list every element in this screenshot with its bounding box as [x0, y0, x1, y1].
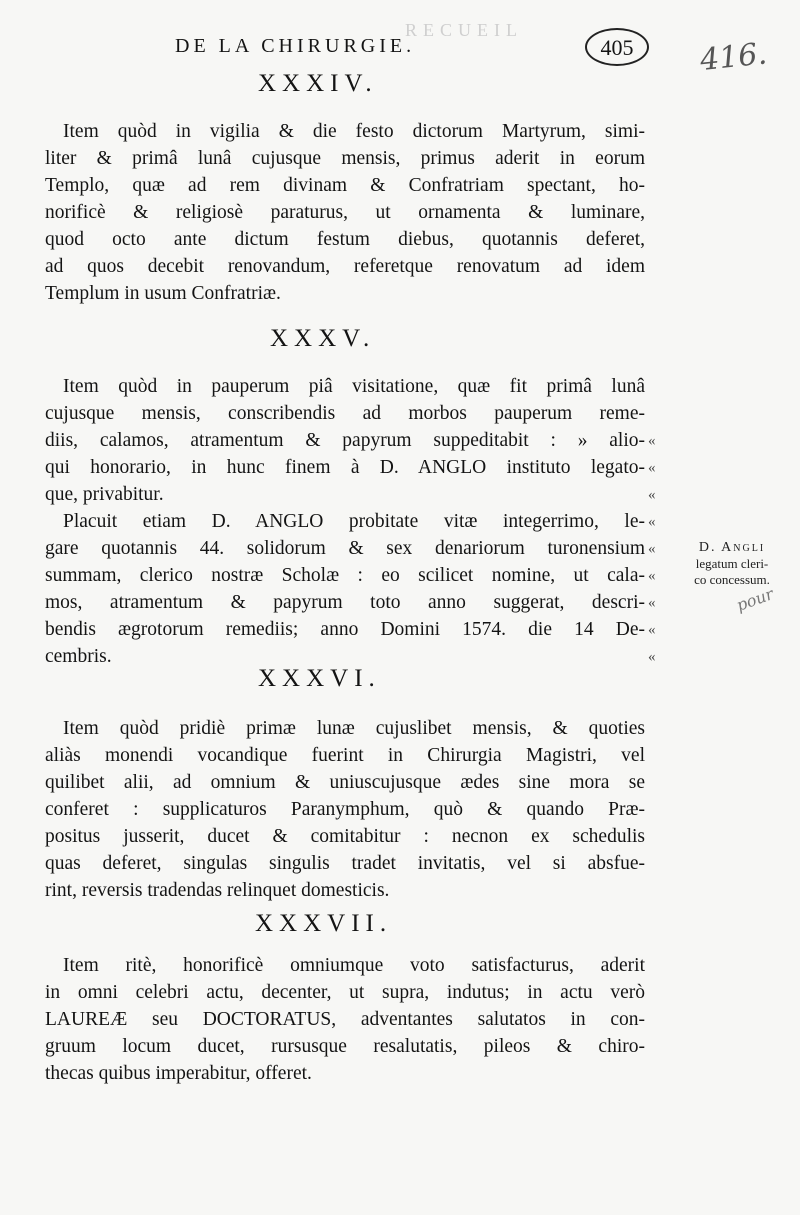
handwritten-margin-scribble: pour: [733, 584, 776, 615]
text-line: quod octo ante dictum festum diebus, quotannis deferet,: [45, 229, 645, 250]
text-line: diis, calamos, atramentum & papyrum suppeditabit : » alio-: [45, 430, 645, 451]
text-line: qui honorario, in hunc finem à D. ANGLO instituto legato-: [45, 457, 645, 478]
text-line: gruum locum ducet, rursusque resalutatis, pileos & chiro-: [45, 1036, 645, 1057]
text-line: cembris.: [45, 646, 112, 667]
text-line: Item quòd pridiè primæ lunæ cujuslibet mensis, & quoties: [63, 718, 645, 739]
margin-note-head: D. Angli: [698, 540, 766, 555]
paragraph-36: [45, 715, 645, 904]
text-line: ad quos decebit renovandum, referetque renovatum ad idem: [45, 256, 645, 277]
text-line: Item quòd in pauperum piâ visitatione, quæ fit primâ lunâ: [63, 376, 645, 397]
text-line: quas deferet, singulas singulis tradet invitatis, vel si absfue-: [45, 853, 645, 874]
section-title-35: XXXV.: [270, 325, 376, 352]
text-line: cujusque mensis, conscribendis ad morbos pauperum reme-: [45, 403, 645, 424]
text-line: quilibet alii, ad omnium & uniuscujusque ædes sine mora se: [45, 772, 645, 793]
text-line: mos, atramentum & papyrum toto anno suggerat, descri-: [45, 592, 645, 613]
paragraph-34: [45, 118, 645, 307]
handwritten-page-note: 416.: [698, 36, 769, 79]
text-line: que, privabitur.: [45, 484, 164, 505]
quote-mark: «: [648, 487, 656, 503]
text-line: rint, reversis tradendas relinquet domesticis.: [45, 880, 390, 901]
quote-mark: «: [648, 460, 656, 476]
text-line: Placuit etiam D. ANGLO probitate vitæ integerrimo, le-: [63, 511, 645, 532]
quote-mark: «: [648, 433, 656, 449]
quote-mark: «: [648, 622, 656, 638]
text-line: thecas quibus imperabitur, offeret.: [45, 1063, 312, 1084]
quote-marks-column: [648, 428, 670, 671]
text-line: bendis ægrotorum remediis; anno Domini 1574. die 14 De-: [45, 619, 645, 640]
text-line: gare quotannis 44. solidorum & sex denariorum turonensium: [45, 538, 645, 559]
text-line: aliàs monendi vocandique fuerint in Chirurgia Magistri, vel: [45, 745, 645, 766]
section-title-37: XXXVII.: [255, 910, 393, 937]
bleed-through-text: RECUEIL: [405, 20, 523, 40]
text-line: summam, clerico nostræ Scholæ : eo scilicet nomine, ut cala-: [45, 565, 645, 586]
paragraph-35: [45, 373, 645, 670]
text-line: Templo, quæ ad rem divinam & Confratriam spectant, ho-: [45, 175, 645, 196]
section-title-36: XXXVI.: [258, 665, 381, 692]
paragraph-37: [45, 952, 645, 1087]
page-number: 405: [585, 28, 649, 66]
margin-note-line: co concessum.: [694, 572, 770, 587]
text-line: in omni celebri actu, decenter, ut supra, indutus; in actu verò: [45, 982, 645, 1003]
section-title-34: XXXIV.: [258, 70, 378, 97]
text-line: conferet : supplicaturos Paranymphum, quò & quando Præ-: [45, 799, 645, 820]
quote-mark: «: [648, 514, 656, 530]
quote-mark: «: [648, 595, 656, 611]
text-line: Templum in usum Confratriæ.: [45, 283, 281, 304]
text-line: positus jusserit, ducet & comitabitur : necnon ex schedulis: [45, 826, 645, 847]
text-line: liter & primâ lunâ cujusque mensis, primus aderit in eorum: [45, 148, 645, 169]
margin-note: [668, 540, 796, 588]
quote-mark: «: [648, 541, 656, 557]
text-line: norificè & religiosè paraturus, ut ornamenta & luminare,: [45, 202, 645, 223]
quote-mark: «: [648, 568, 656, 584]
running-head: DE LA CHIRURGIE.: [175, 35, 416, 57]
quote-mark: «: [648, 649, 656, 665]
text-line: Item ritè, honorificè omniumque voto satisfacturus, aderit: [63, 955, 645, 976]
text-line: Item quòd in vigilia & die festo dictorum Martyrum, simi-: [63, 121, 645, 142]
margin-note-line: legatum cleri-: [695, 556, 769, 571]
text-line: LAUREÆ seu DOCTORATUS, adventantes salutatos in con-: [45, 1009, 645, 1030]
